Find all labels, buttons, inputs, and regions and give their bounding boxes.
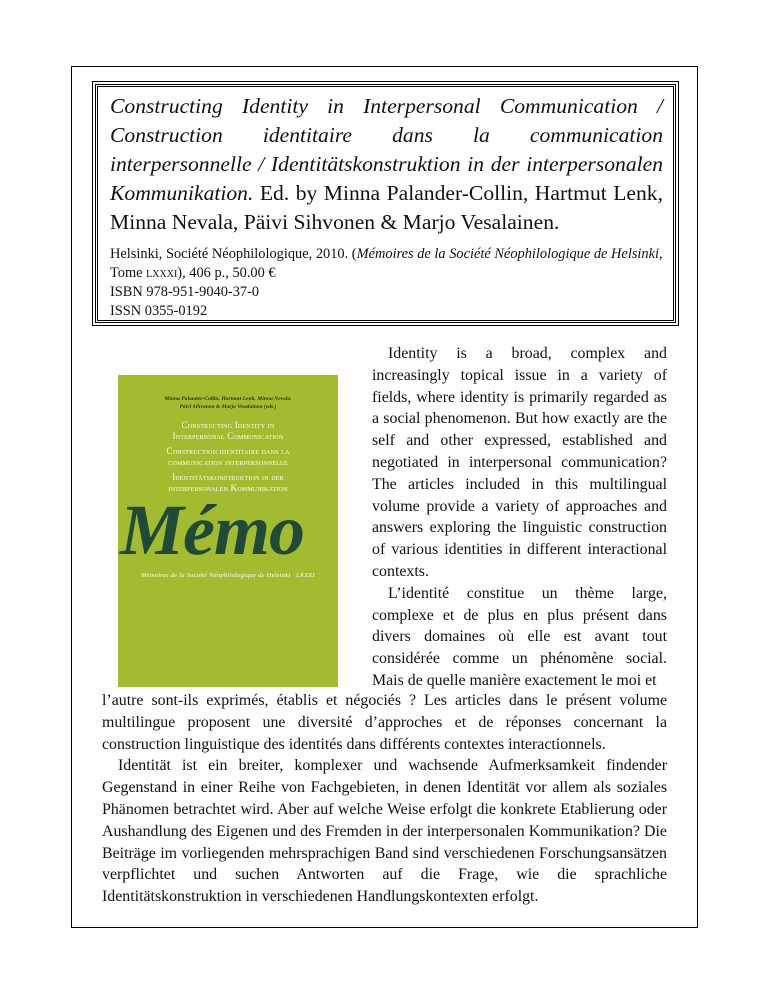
cover-title-line: interpersonalen Kommunikation (168, 482, 288, 493)
text-column-full (102, 690, 667, 908)
cover-editors (118, 396, 338, 411)
cover-title-line: Constructing Identity in (181, 420, 275, 430)
cover-editors-line: Päivi Sihvonen & Marjo Vesalainen (eds.) (179, 403, 277, 410)
publisher-text: Helsinki, Société Néophilologique, 2010. ( (110, 246, 357, 262)
isbn: ISBN 978-951-9040-37-0 (110, 284, 260, 300)
text-column-right (372, 343, 667, 692)
series-name: Mémoires de la Société Néophilologique de Helsinki (356, 246, 660, 262)
book-header-box (92, 81, 679, 326)
paragraph-german: Identität ist ein breiter, komplexer und wachsende Aufmerksamkeit findender Gegenstand in einer Reihe von Fachgebieten, in denen Identität vor allem als soziales Phänomen betrachtet wird. Aber auf welche Weise erfolgt die konkrete Etablierung oder Aushandlung des Eigenen und des Fremden in der interpersonalen Kommunikation? Die Beiträge im vorliegenden mehrsprachigen Band sind verschiedenen Forschungsansätzen verpflichtet und suchen Antworten auf die Frage, wie die sprachliche Identitätskonstruktion in verschiedenen Handlungskontexten erfolgt. (102, 757, 667, 906)
series-tome-number: lxxxi (146, 265, 178, 281)
series-tome-label: , Tome (110, 246, 663, 281)
publisher-line (110, 245, 663, 283)
cover-title-line: Construction identitaire dans la (166, 446, 290, 456)
issn: ISSN 0355-0192 (110, 303, 208, 319)
cover-title-french (118, 446, 338, 467)
book-title-italic: Constructing Identity in Interpersonal Communication / Construction identitaire dans la communication interpersonnelle / Identitätskonstruktion in der interpersonalen Kommunikation. (110, 94, 663, 205)
cover-title-english (118, 420, 338, 441)
paragraph-english: Identity is a broad, complex and increasingly topical issue in a variety of fields, where identity is primarily regarded as a social phenomenon. But how exactly are the self and other expressed, established and negotiated in interpersonal communication? The articles included in this multilingual volume provide a variety of approaches and answers exploring the linguistic construction of various identities in different interactional contexts. (372, 345, 667, 580)
publication-details (110, 245, 663, 321)
cover-editors-line: Minna Palander-Collin, Hartmut Lenk, Minna Nevala, (164, 396, 292, 402)
book-cover-image (118, 375, 338, 687)
paragraph-french-continued: l’autre sont-ils exprimés, établis et négociés ? Les articles dans le présent volume multilingue proposent une diversité d’approches et de réponses concernant la construction linguistique des identités dans différents contextes interactionnels. (102, 692, 667, 753)
cover-title-line: Identitätskonstruktion in der (172, 472, 284, 482)
cover-memo-logo: Mémo (120, 490, 304, 570)
cover-title-line: communication interpersonnelle (168, 456, 288, 467)
cover-series-line: Mémoires de la Société Néophilologique de Helsinki · LXXXI (141, 572, 315, 579)
book-editors: Ed. by Minna Palander-Collin, Hartmut Lenk, Minna Nevala, Päivi Sihvonen & Marjo Vesalainen. (110, 181, 663, 234)
paragraph-french-start: L’identité constitue un thème large, complexe et de plus en plus présent dans divers domaines où elle est avant tout considérée comme un phénomène social. Mais de quelle manière exactement le moi et (372, 584, 667, 689)
cover-title-line: Interpersonal Communication (172, 430, 284, 441)
pages-price: ), 406 p., 50.00 € (177, 265, 276, 281)
book-title (110, 92, 663, 237)
